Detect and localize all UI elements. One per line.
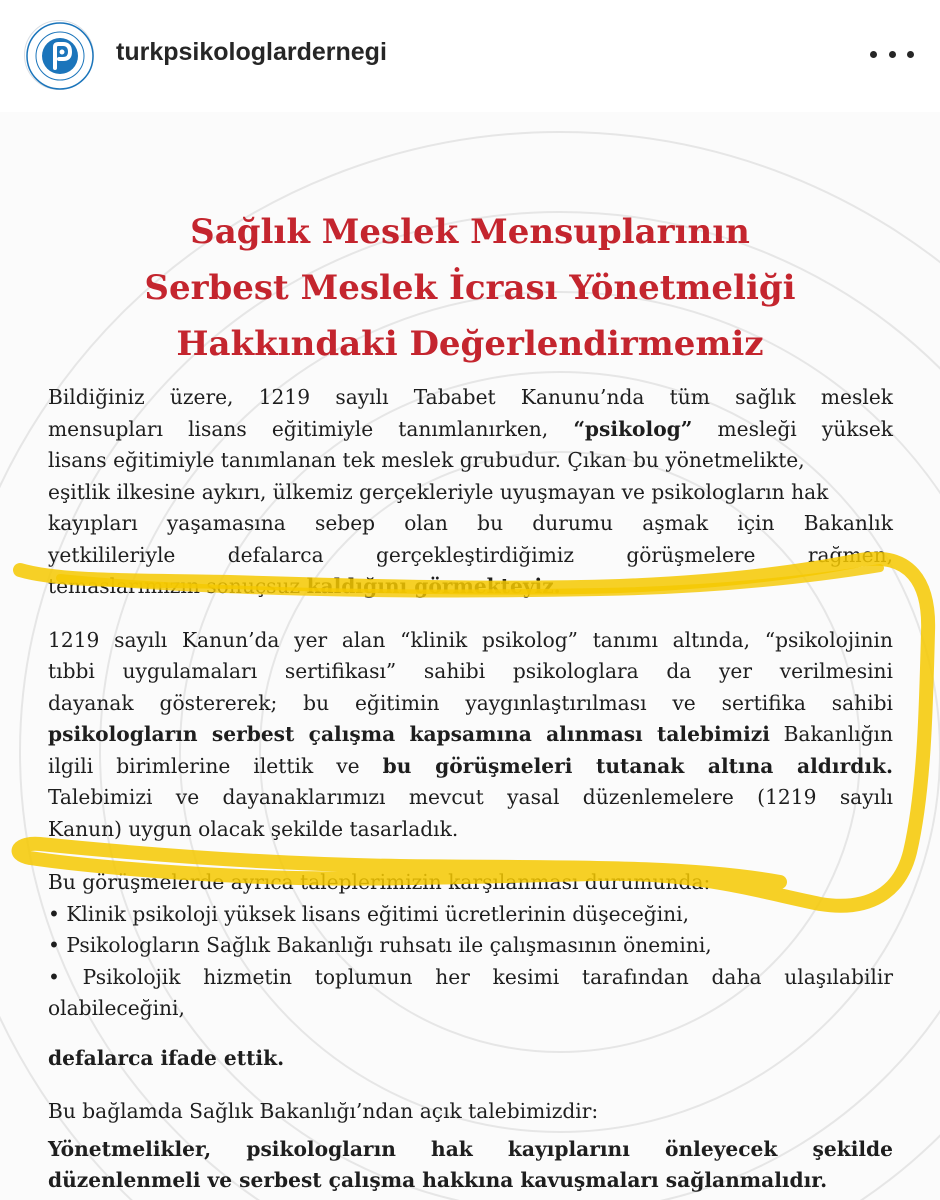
p2-line-7: Kanun) uygun olacak şekilde tasarladık. — [48, 816, 459, 841]
p1-line-6: yetkilileriyle defalarca gerçekleştirdiğimiz görüşmelere rağmen, — [48, 542, 893, 567]
p1-line-4: eşitlik ilkesine aykırı, ülkemiz gerçekleriyle uyuşmayan ve psikologların hak — [48, 479, 829, 504]
p4-intro: Bu bağlamda Sağlık Bakanlığı’ndan açık talebimizdir: — [48, 1099, 599, 1123]
title-line-1: Sağlık Meslek Mensuplarının — [190, 212, 750, 252]
title-line-3: Hakkındaki Değerlendirmemiz — [176, 324, 764, 364]
p1-line-7: temaslarımızın sonuçsuz kaldığını görmekteyiz. — [48, 574, 561, 598]
p1-line-1: Bildiğiniz üzere, 1219 sayılı Tababet Kanunu’nda tüm sağlık meslek — [48, 385, 893, 409]
ellipsis-icon — [870, 51, 877, 58]
paragraph-4 — [48, 1096, 893, 1197]
more-options-button[interactable] — [870, 40, 914, 68]
p2-line-5: ilgili birimlerine ilettik ve bu görüşmeleri tutanak altına aldırdık. — [48, 753, 894, 778]
p1-line-3: lisans eğitimiyle tanımlanan tek meslek grubudur. Çıkan bu yönetmelikte, — [48, 448, 805, 472]
p3-closing: defalarca ifade ettik. — [48, 1045, 285, 1070]
p2-line-3: dayanak göstererek; bu eğitimin yaygınlaştırılması ve sertifika sahibi — [48, 690, 893, 715]
paragraph-1 — [48, 382, 893, 603]
bullet-3-continued: olabileceğini, — [48, 996, 185, 1020]
p2-line-2: tıbbi uygulamaları sertifikası” sahibi psikologlara da yer verilmesini — [48, 659, 893, 683]
paragraph-3 — [48, 867, 893, 1074]
title-line-2: Serbest Meslek İcrası Yönetmeliği — [144, 268, 796, 308]
post-title — [0, 204, 940, 372]
p4-line-1: Yönetmelikler, psikologların hak kayıplarını önleyecek şekilde — [48, 1136, 893, 1161]
profile-avatar[interactable] — [24, 20, 94, 90]
post-header — [0, 0, 940, 110]
p2-line-4: psikologların serbest çalışma kapsamına alınması talebimizi Bakanlığın — [48, 722, 894, 746]
post-image — [0, 112, 940, 1200]
post-body — [48, 382, 893, 1197]
p2-line-1: 1219 sayılı Kanun’da yer alan “klinik psikolog” tanımı altında, “psikolojinin — [48, 627, 893, 652]
p2-line-6: Talebimizi ve dayanaklarımızı mevcut yasal düzenlemelere (1219 sayılı — [48, 785, 893, 809]
p3-intro: Bu görüşmelerde ayrıca taleplerimizin karşılanması durumunda: — [48, 870, 711, 894]
p1-line-2: mensupları lisans eğitimiyle tanımlanırken, “psikolog” mesleği yüksek — [48, 416, 894, 441]
paragraph-2 — [48, 625, 893, 846]
p1-line-5: kayıpları yaşamasına sebep olan bu durumu aşmak için Bakanlık — [48, 511, 893, 535]
username-link[interactable]: turkpsikologlardernegi — [116, 38, 387, 66]
association-logo-icon — [25, 21, 95, 91]
bullet-3: • Psikolojik hizmetin toplumun her kesimi tarafından daha ulaşılabilir — [48, 964, 893, 989]
bullet-1: • Klinik psikoloji yüksek lisans eğitimi ücretlerinin düşeceğini, — [48, 901, 690, 926]
bullet-2: • Psikologların Sağlık Bakanlığı ruhsatı ile çalışmasının önemini, — [48, 933, 712, 957]
p4-line-2: düzenlenmeli ve serbest çalışma hakkına kavuşmaları sağlanmalıdır. — [48, 1168, 828, 1192]
